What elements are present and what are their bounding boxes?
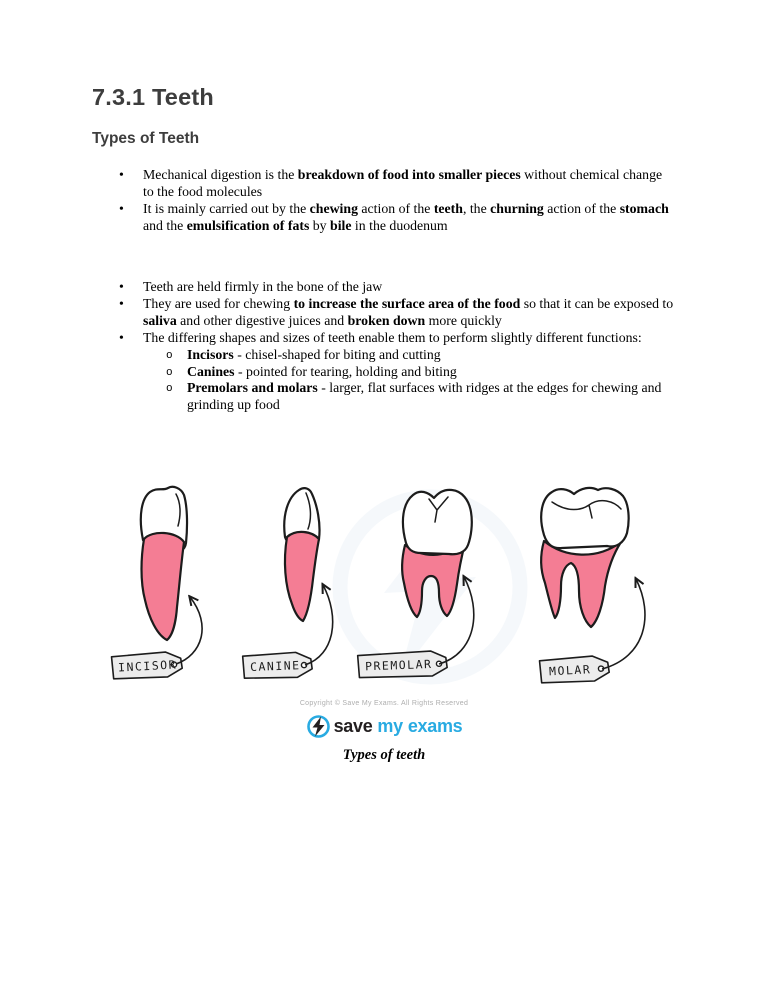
logo-word-save: save bbox=[333, 716, 373, 736]
canine-root bbox=[285, 532, 319, 621]
logo-word-my: my bbox=[377, 716, 403, 736]
list-item: o Canines - pointed for tearing, holding and biting bbox=[187, 364, 676, 381]
molar-crown bbox=[541, 488, 628, 548]
molar-roots bbox=[541, 541, 621, 627]
tooth-types-sublist bbox=[143, 347, 676, 415]
list-item: • Mechanical digestion is the breakdown of food into smaller pieces without chemical change to the food molecules bbox=[143, 167, 676, 201]
molar-arrow bbox=[602, 579, 645, 669]
tag-label: MOLAR bbox=[548, 662, 592, 679]
list-item: • They are used for chewing to increase the surface area of the food so that it can be exposed to saliva and other digestive juices and broken down more quickly bbox=[143, 296, 676, 330]
incisor-arrow bbox=[176, 597, 202, 664]
page-title: 7.3.1 Teeth bbox=[92, 84, 214, 110]
tag-label: INCISOR bbox=[117, 657, 178, 675]
premolar-crown bbox=[403, 490, 472, 554]
list-item bbox=[143, 330, 676, 415]
list-item: o Premolars and molars - larger, flat surfaces with ridges at the edges for chewing and grinding up food bbox=[187, 380, 676, 414]
tooth-molar bbox=[541, 488, 629, 627]
label-tag-incisor bbox=[111, 651, 182, 680]
brand-logo bbox=[0, 714, 768, 739]
tooth-incisor bbox=[141, 487, 187, 640]
list-item: o Incisors - chisel-shaped for biting and cutting bbox=[187, 347, 676, 364]
list-item: • It is mainly carried out by the chewing action of the teeth, the churning action of the stomach and the emulsification of fats by bile in the duodenum bbox=[143, 201, 676, 235]
tag-label: CANINE bbox=[249, 658, 301, 674]
list-item: • Teeth are held firmly in the bone of the jaw bbox=[143, 279, 676, 296]
copyright-text: Copyright © Save My Exams. All Rights Reserved bbox=[299, 700, 469, 707]
incisor-root bbox=[142, 533, 185, 640]
logo-word-exams: exams bbox=[407, 716, 463, 736]
list-item-text: The differing shapes and sizes of teeth enable them to perform slightly different functions: bbox=[143, 329, 642, 345]
teeth-figure bbox=[100, 485, 660, 690]
teeth-bullet-list bbox=[92, 279, 676, 414]
label-tag-canine bbox=[243, 652, 313, 679]
tooth-canine bbox=[284, 488, 319, 621]
section-heading: Types of Teeth bbox=[92, 130, 200, 147]
figure-caption: Types of teeth bbox=[342, 747, 426, 763]
lightning-bolt-icon bbox=[306, 714, 331, 739]
intro-bullet-list bbox=[92, 167, 676, 235]
tag-label: PREMOLAR bbox=[364, 656, 433, 674]
label-tag-premolar bbox=[358, 650, 448, 678]
label-tag-molar bbox=[539, 655, 609, 684]
